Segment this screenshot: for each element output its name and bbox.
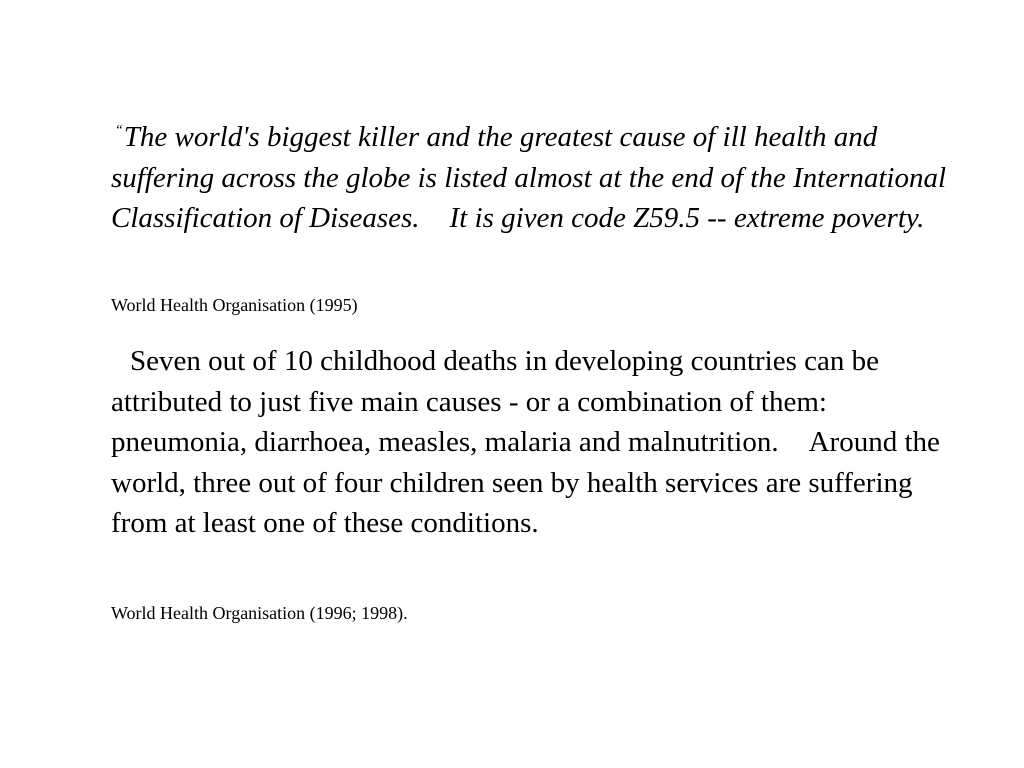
paragraph-text-part2: Around the world, three out of four children seen by health services are suffering from at least one of these conditions.: [111, 426, 940, 540]
quote-text-part2: It is given code Z59.5 -- extreme poverty.: [449, 202, 925, 234]
who-quote: [111, 117, 951, 239]
paragraph-text-part1: Seven out of 10 childhood deaths in developing countries can be attributed to just five main causes - or a combination of them: pneumonia, diarrhoea, measles, malaria and malnutrition.: [111, 345, 879, 459]
open-quote-mark: “: [115, 123, 123, 138]
quote-citation: World Health Organisation (1995): [111, 295, 358, 315]
paragraph-citation: World Health Organisation (1996; 1998).: [111, 603, 408, 623]
quote-text-part1: The world's biggest killer and the greatest cause of ill health and suffering across the globe is listed almost at the end of the International Classification of Diseases.: [111, 121, 947, 234]
childhood-deaths-paragraph: [111, 341, 951, 544]
